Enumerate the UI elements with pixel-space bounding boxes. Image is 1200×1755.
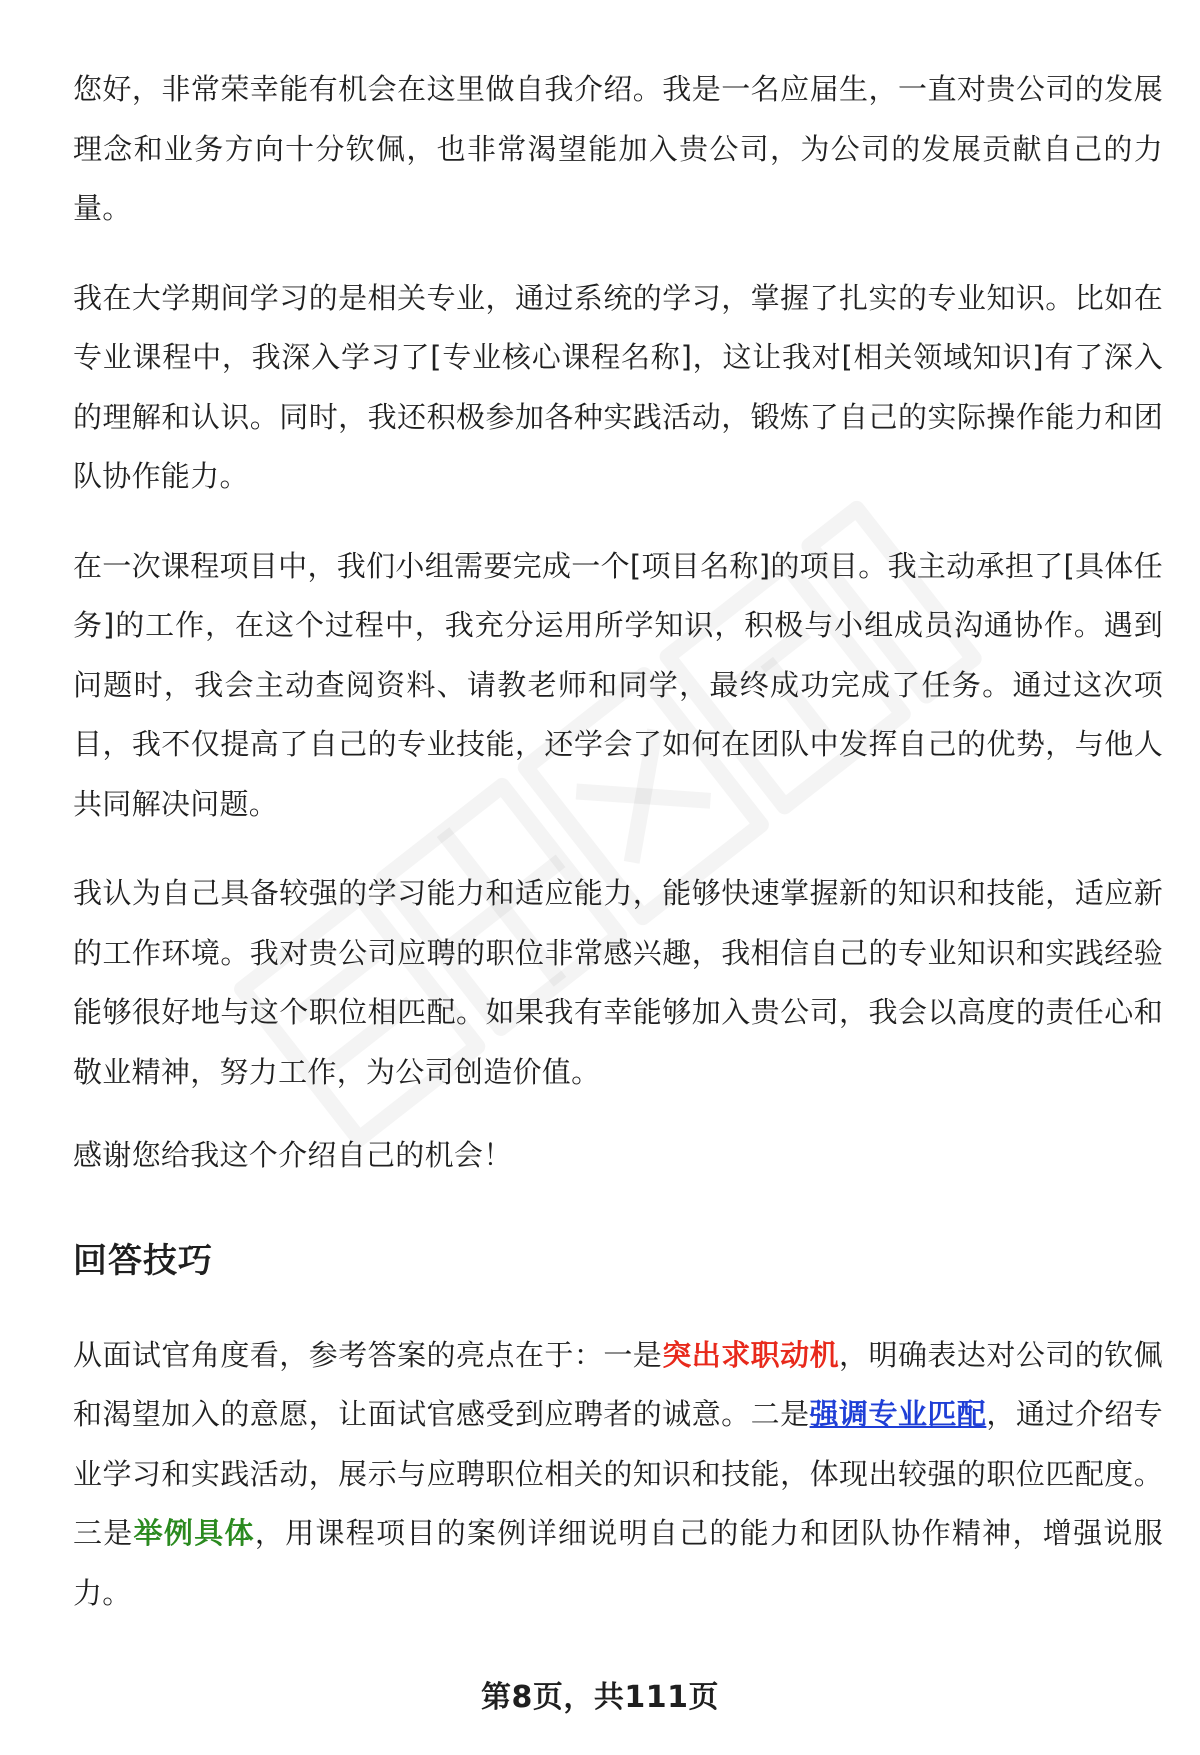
intro-paragraph: 您好，非常荣幸能有机会在这里做自我介绍。我是一名应届生，一直对贵公司的发展理念和业务方向十分钦佩，也非常渴望能加入贵公司，为公司的发展贡献自己的力量。: [73, 72, 1163, 225]
ability-paragraph: 我认为自己具备较强的学习能力和适应能力，能够快速掌握新的知识和技能，适应新的工作环境。我对贵公司应聘的职位非常感兴趣，我相信自己的专业知识和实践经验能够很好地与这个职位相匹配。如果我有幸能够加入贵公司，我会以高度的责任心和敬业精神，努力工作，为公司创造价值。: [73, 876, 1163, 1089]
tips-text-3: ，用课程项目的案例详细说明自己的能力和团队协作精神，增强说服力。: [73, 1516, 1164, 1610]
thanks-paragraph: 感谢您给我这个介绍自己的机会！: [73, 1138, 513, 1172]
tips-paragraph: [73, 1326, 1163, 1624]
education-paragraph: 我在大学期间学习的是相关专业，通过系统的学习，掌握了扎实的专业知识。比如在专业课程中，我深入学习了[专业核心课程名称]，这让我对[相关领域知识]有了深入的理解和认识。同时，我还积极参加各种实践活动，锻炼了自己的实际操作能力和团队协作能力。: [73, 280, 1163, 493]
highlight-motivation: 突出求职动机: [662, 1337, 840, 1372]
tips-text-2: ，通过介绍专业学习和实践活动，展示与应聘职位相关的知识和技能，体现出较强的职位匹配度。三是: [73, 1397, 1163, 1550]
project-paragraph: 在一次课程项目中，我们小组需要完成一个[项目名称]的项目。我主动承担了[具体任务]的工作，在这个过程中，我充分运用所学知识，积极与小组成员沟通协作。遇到问题时，我会主动查阅资料、请教老师和同学，最终成功完成了任务。通过这次项目，我不仅提高了自己的专业技能，还学会了如何在团队中发挥自己的优势，与他人共同解决问题。: [73, 548, 1163, 821]
page-number-footer: 第8页，共111页: [481, 1680, 719, 1715]
highlight-concrete-examples: 举例具体: [133, 1516, 255, 1550]
section-title: 回答技巧: [73, 1240, 213, 1281]
document-body: [73, 60, 1163, 1653]
tips-intro-text: 从面试官角度看，参考答案的亮点在于：一是: [73, 1337, 663, 1372]
highlight-professional-match: 强调专业匹配: [809, 1397, 987, 1431]
tips-text-1: ，明确表达对公司的钦佩和渴望加入的意愿，让面试官感受到应聘者的诚意。二是: [73, 1337, 1163, 1431]
